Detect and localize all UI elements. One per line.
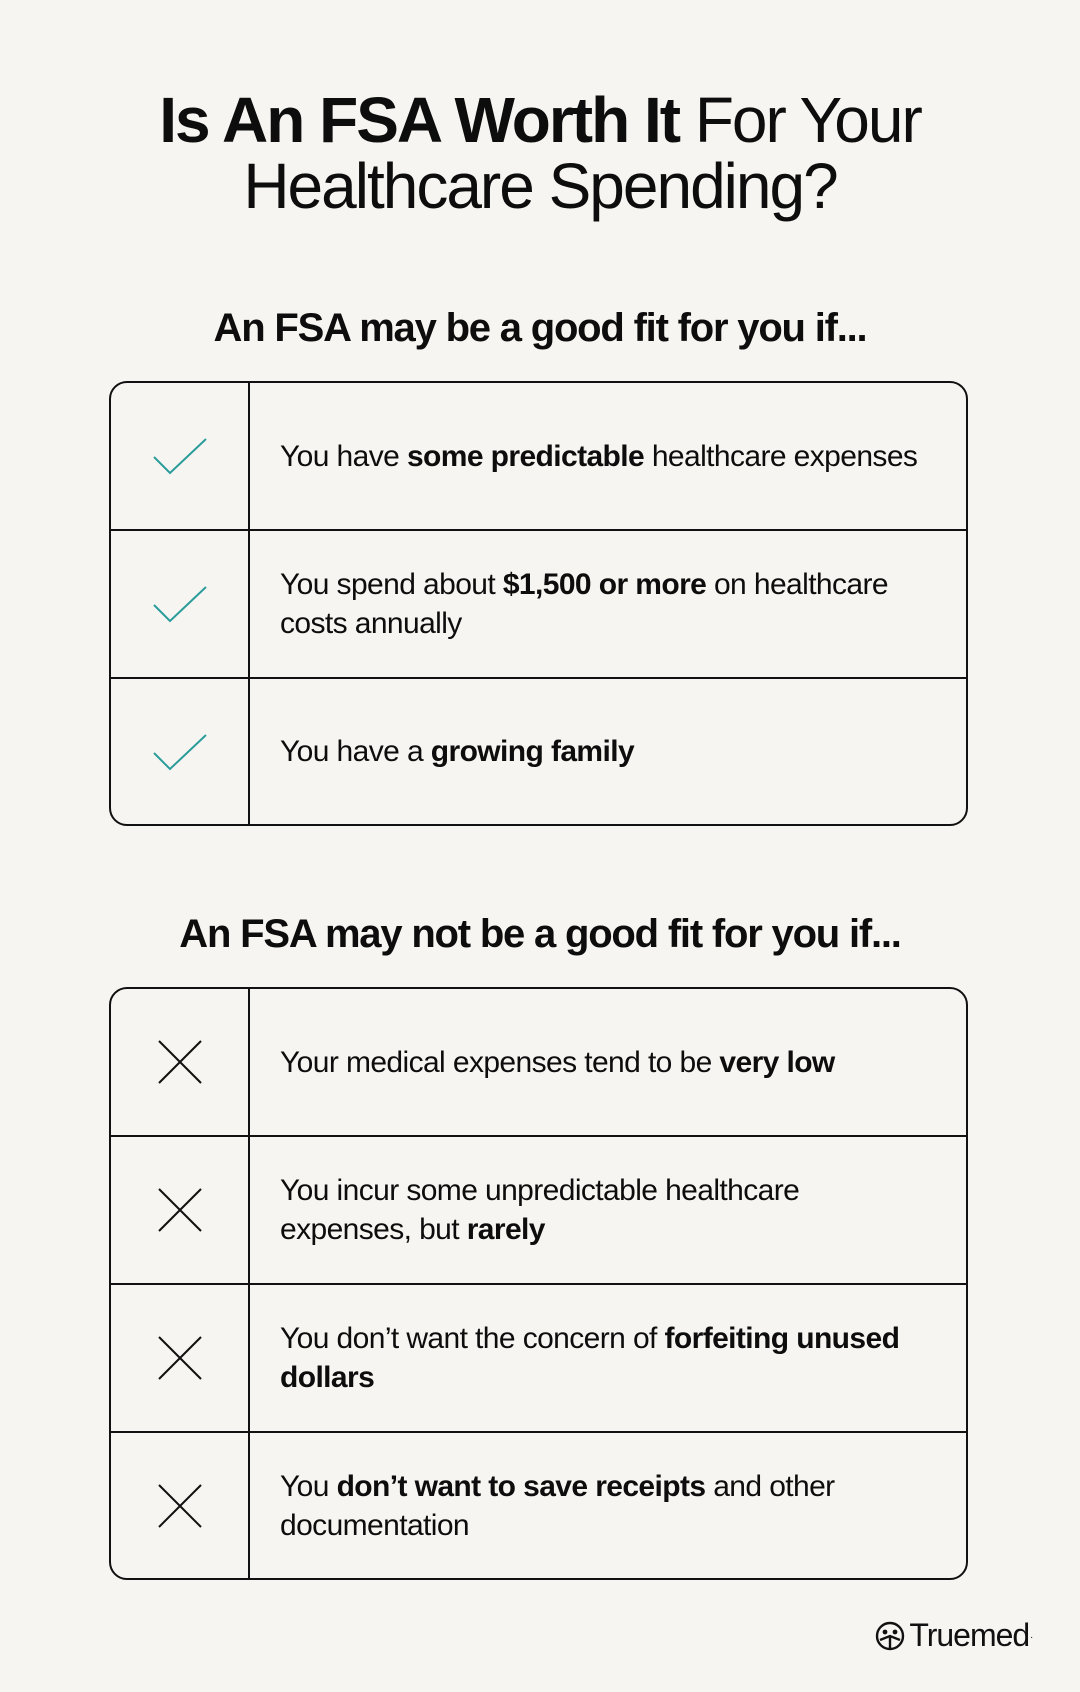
x-icon bbox=[157, 1187, 203, 1233]
icon-cell bbox=[111, 1285, 250, 1431]
check-icon bbox=[152, 583, 208, 625]
row-text-pre: You incur some unpredictable healthcare expenses, but bbox=[280, 1174, 800, 1246]
table-row bbox=[111, 1137, 966, 1285]
row-text bbox=[250, 1137, 966, 1283]
truemed-logo-icon bbox=[875, 1621, 905, 1651]
title-bold: Is An FSA Worth It bbox=[159, 84, 680, 156]
row-text-bold: rarely bbox=[466, 1213, 545, 1246]
x-icon bbox=[157, 1039, 203, 1085]
row-text-pre: You don’t want the concern of bbox=[280, 1322, 665, 1355]
row-text-pre: You bbox=[280, 1469, 337, 1503]
row-text bbox=[250, 531, 966, 677]
row-text bbox=[250, 1285, 966, 1431]
table-row bbox=[111, 1285, 966, 1433]
icon-cell bbox=[111, 383, 250, 529]
table-row bbox=[111, 531, 966, 679]
page-title bbox=[0, 84, 1080, 222]
brand-logo bbox=[875, 1617, 1032, 1654]
x-icon bbox=[157, 1483, 203, 1529]
not-good-fit-table bbox=[109, 987, 968, 1580]
brand-name: Truemed bbox=[909, 1617, 1030, 1653]
row-text-bold: don’t want to save receipts bbox=[336, 1469, 706, 1503]
row-text-pre: Your medical expenses tend to be bbox=[280, 1045, 720, 1079]
row-text bbox=[250, 1433, 966, 1578]
table-row bbox=[111, 989, 966, 1137]
row-text bbox=[250, 383, 966, 529]
row-text bbox=[250, 989, 966, 1135]
icon-cell bbox=[111, 1433, 250, 1578]
row-text-pre: You spend about bbox=[280, 568, 503, 601]
icon-cell bbox=[111, 1137, 250, 1283]
table-row bbox=[111, 679, 966, 824]
row-text-bold: $1,500 or more bbox=[502, 568, 707, 601]
table-row bbox=[111, 383, 966, 531]
check-icon bbox=[152, 731, 208, 773]
row-text bbox=[250, 679, 966, 824]
title-line-1 bbox=[0, 84, 1080, 156]
row-text-bold: forfeiting unused dollars bbox=[280, 1322, 900, 1394]
table-row bbox=[111, 1433, 966, 1578]
row-text-pre: You have bbox=[280, 439, 407, 473]
icon-cell bbox=[111, 531, 250, 677]
row-text-bold: very low bbox=[719, 1045, 835, 1079]
title-regular: For Your bbox=[679, 84, 921, 156]
row-text-bold: some predictable bbox=[406, 439, 645, 473]
row-text-post: on healthcare costs annually bbox=[280, 568, 888, 640]
title-line-2: Healthcare Spending? bbox=[243, 150, 837, 222]
row-text-post: and other documentation bbox=[280, 1469, 835, 1542]
good-fit-table bbox=[109, 381, 968, 826]
check-icon bbox=[152, 435, 208, 477]
row-text-bold: growing family bbox=[430, 735, 635, 768]
icon-cell bbox=[111, 679, 250, 824]
x-icon bbox=[157, 1335, 203, 1381]
icon-cell bbox=[111, 989, 250, 1135]
row-text-pre: You have a bbox=[280, 735, 431, 768]
good-fit-heading: An FSA may be a good fit for you if... bbox=[213, 306, 867, 350]
row-text-post: healthcare expenses bbox=[644, 439, 918, 473]
not-good-fit-heading: An FSA may not be a good fit for you if... bbox=[179, 912, 901, 956]
brand-mark: . bbox=[1030, 1630, 1032, 1641]
